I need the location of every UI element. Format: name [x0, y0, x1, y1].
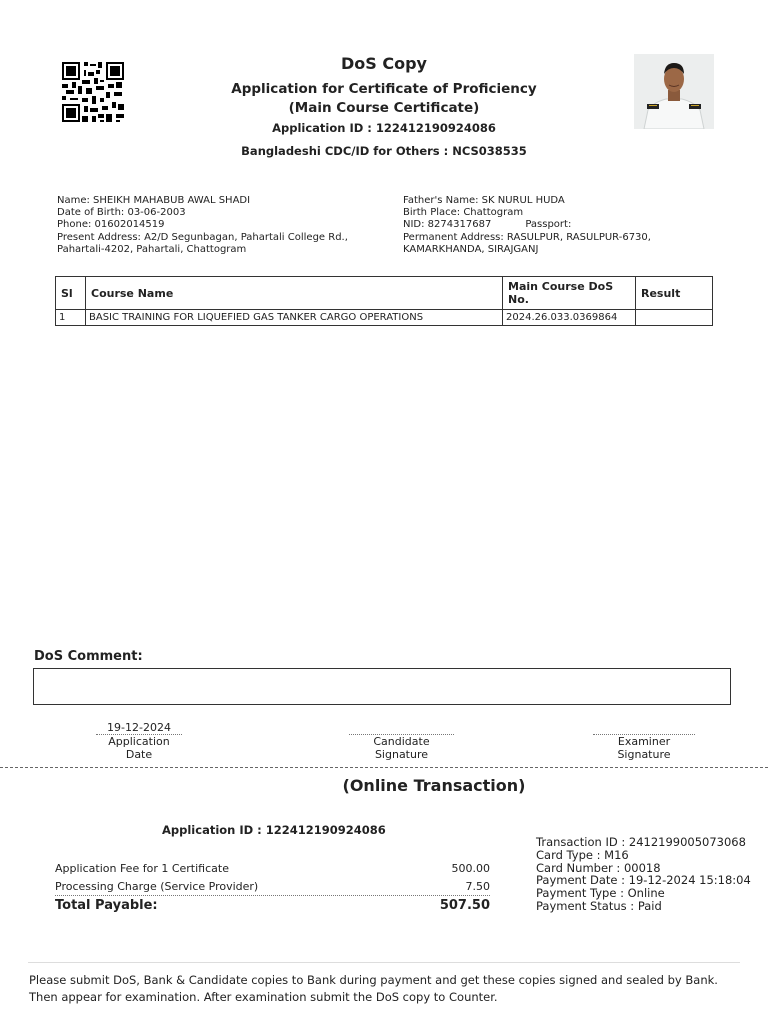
fee-amount: 7.50: [465, 880, 490, 893]
passport: Passport:: [525, 219, 572, 231]
payment-type: Payment Type : Online: [536, 886, 665, 901]
card-type: Card Type : M16: [536, 847, 629, 862]
fee-row: [55, 880, 490, 896]
footer-divider: [28, 962, 740, 963]
total-payable-row: [55, 898, 490, 913]
permanent-address-line-2: KAMARKHANDA, SIRAJGANJ: [403, 243, 539, 255]
total-payable-amount: 507.50: [439, 898, 490, 913]
table-row: [56, 310, 713, 326]
candidate-signature-line: [349, 721, 454, 735]
transaction-application-id: Application ID : 122412190924086: [162, 823, 386, 837]
dos-comment-box: [33, 668, 731, 705]
cell-dos-no: 2024.26.033.0369864: [503, 310, 636, 326]
permanent-address-line-1: Permanent Address: RASULPUR, RASULPUR-6730,: [403, 231, 651, 243]
application-date-value: 19-12-2024: [96, 721, 182, 735]
examiner-signature-line: [593, 721, 695, 735]
column-header-sl: Sl: [56, 277, 86, 310]
online-transaction-heading: (Online Transaction): [342, 776, 526, 795]
cell-sl: 1: [56, 310, 86, 326]
application-date-label: Application Date: [108, 735, 170, 761]
cut-line-divider: [0, 767, 768, 768]
subtitle-line-1: Application for Certificate of Proficiency: [231, 81, 537, 97]
payment-date: Payment Date : 19-12-2024 15:18:04: [536, 873, 751, 888]
fee-label: Processing Charge (Service Provider): [55, 880, 259, 893]
application-date-block: [96, 721, 182, 761]
document-title: DoS Copy: [341, 54, 427, 73]
fee-label: Application Fee for 1 Certificate: [55, 862, 229, 875]
application-id: Application ID : 122412190924086: [272, 121, 496, 135]
footer-note: Please submit DoS, Bank & Candidate copies to Bank during payment and get these copies signed and sealed by Bank. Then appear for examination. After examination submit the DoS copy to Counter.: [29, 973, 718, 1004]
total-payable-label: Total Payable:: [55, 898, 158, 913]
cdc-id: Bangladeshi CDC/ID for Others : NCS038535: [241, 144, 527, 158]
candidate-phone: Phone: 01602014519: [57, 219, 165, 231]
candidate-signature-block: [349, 721, 454, 761]
candidate-info-right: [403, 195, 651, 256]
candidate-info-left: [57, 195, 348, 256]
birth-place: Birth Place: Chattogram: [403, 207, 524, 219]
course-table: [55, 276, 713, 326]
transaction-id: Transaction ID : 2412199005073068: [536, 835, 746, 849]
dos-comment-label: DoS Comment:: [34, 649, 143, 664]
candidate-name: Name: SHEIKH MAHABUB AWAL SHADI: [57, 195, 251, 206]
fee-amount: 500.00: [451, 862, 490, 875]
cell-course-name: BASIC TRAINING FOR LIQUEFIED GAS TANKER CARGO OPERATIONS: [86, 310, 503, 326]
father-name: Father's Name: SK NURUL HUDA: [403, 195, 565, 206]
card-number: Card Number : 00018: [536, 860, 661, 875]
cell-result: [636, 310, 713, 326]
examiner-signature-label: Examiner Signature: [617, 735, 671, 761]
examiner-signature-block: [593, 721, 695, 761]
nid: NID: 8274317687: [403, 219, 492, 231]
candidate-signature-label: Candidate Signature: [373, 735, 430, 761]
candidate-dob: Date of Birth: 03-06-2003: [57, 207, 186, 219]
fee-row: [55, 862, 490, 875]
column-header-result: Result: [636, 277, 713, 310]
present-address-line-1: Present Address: A2/D Segunbagan, Pahartali College Rd.,: [57, 231, 348, 243]
transaction-details: [536, 836, 751, 913]
subtitle-line-2: (Main Course Certificate): [288, 100, 480, 116]
column-header-course-name: Course Name: [86, 277, 503, 310]
column-header-dos-no: Main Course DoS No.: [503, 277, 636, 310]
present-address-line-2: Pahartali-4202, Pahartali, Chattogram: [57, 243, 247, 255]
payment-status: Payment Status : Paid: [536, 898, 662, 913]
table-header-row: [56, 277, 713, 310]
